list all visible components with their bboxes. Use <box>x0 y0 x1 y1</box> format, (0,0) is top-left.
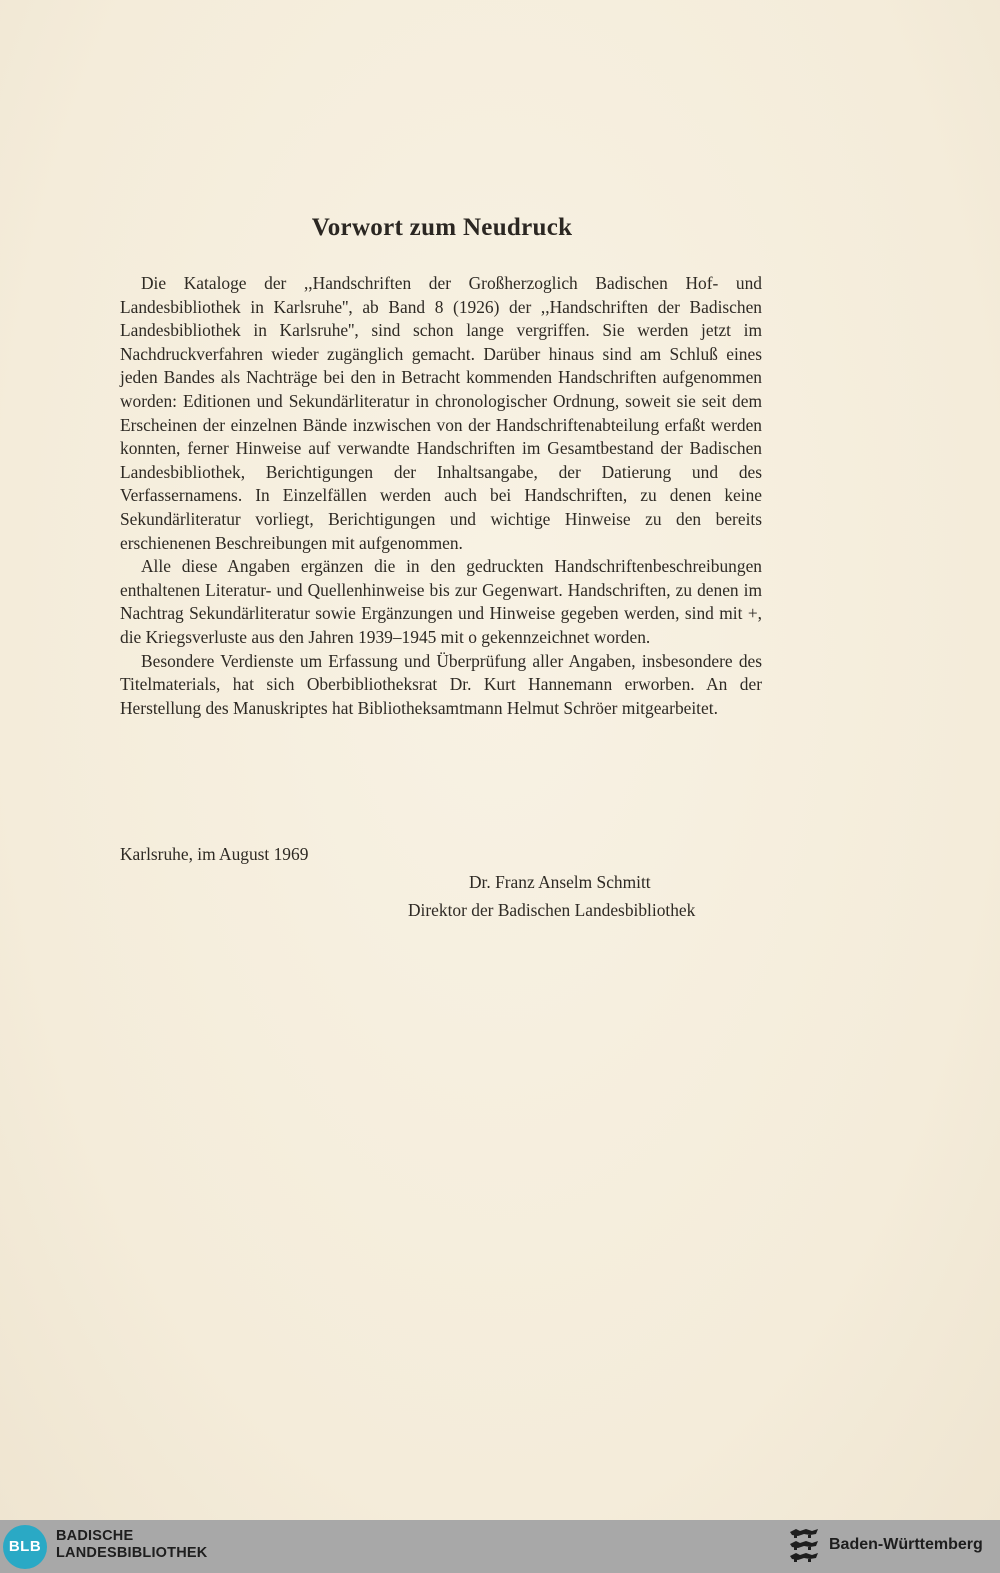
signature-title: Direktor der Badischen Landesbibliothek <box>408 900 696 920</box>
signature-name: Dr. Franz Anselm Schmitt <box>469 872 651 892</box>
place-date: Karlsruhe, im August 1969 <box>120 844 309 864</box>
blb-name[interactable] <box>56 1528 207 1562</box>
paragraph-3: Besondere Verdienste um Erfassung und Überprüfung aller Angaben, insbesondere des Titelmaterials, hat sich Oberbibliotheksrat Dr. Kurt Hannemann erworben. An der Herstellung des Manuskriptes hat Bibliotheksamtmann Helmut Schröer mitgearbeitet. <box>120 650 762 718</box>
footer-bar <box>0 1520 1000 1573</box>
paragraph-2: Alle diese Angaben ergänzen die in den gedruckten Handschriftenbeschreibungen enthaltenen Literatur- und Quellenhinweise bis zur Gegenwart. Handschriften, zu denen im Nachtrag Sekundärliteratur sowie Ergänzungen und Hinweise gegeben werden, sind mit +, die Kriegsverluste aus den Jahren 1939–1945 mit o gekennzeichnet worden. <box>120 556 762 647</box>
preface-body <box>120 272 762 720</box>
blb-name-line1: BADISCHE <box>56 1528 134 1544</box>
paragraph-1: Die Kataloge der ,,Handschriften der Großherzoglich Badischen Hof- und Landesbibliothek in Karlsruhe'', ab Band 8 (1926) der ,,Handschriften der Badischen Landesbibliothek in Karlsruhe'', sind schon lange vergriffen. Sie werden jetzt im Nachdruckverfahren wieder zugänglich gemacht. Darüber hinaus sind am Schluß eines jeden Bandes als Nachträge bei den in Betracht kommenden Handschriften aufgenommen worden: Editionen und Sekundärliteratur in chronologischer Ordnung, soweit sie seit dem Erscheinen der einzelnen Bände inzwischen von der Handschriftenabteilung erfaßt werden konnten, ferner Hinweise auf verwandte Handschriften im Gesamtbestand der Badischen Landesbibliothek, Berichtigungen der Inhaltsangabe, der Datierung und des Verfassernamens. In Einzelfällen werden auch bei Handschriften, zu denen keine Sekundärliteratur vorliegt, Berichtigungen und wichtige Hinweise zu den bereits erschienenen Beschreibungen mit aufgenommen. <box>120 273 762 553</box>
page-title: Vorwort zum Neudruck <box>311 214 573 241</box>
bw-label[interactable]: Baden-Württemberg <box>829 1536 983 1553</box>
blb-name-line2: LANDESBIBLIOTHEK <box>56 1545 208 1561</box>
blb-logo[interactable]: BLB <box>3 1525 47 1569</box>
lions-emblem-icon <box>788 1526 820 1568</box>
